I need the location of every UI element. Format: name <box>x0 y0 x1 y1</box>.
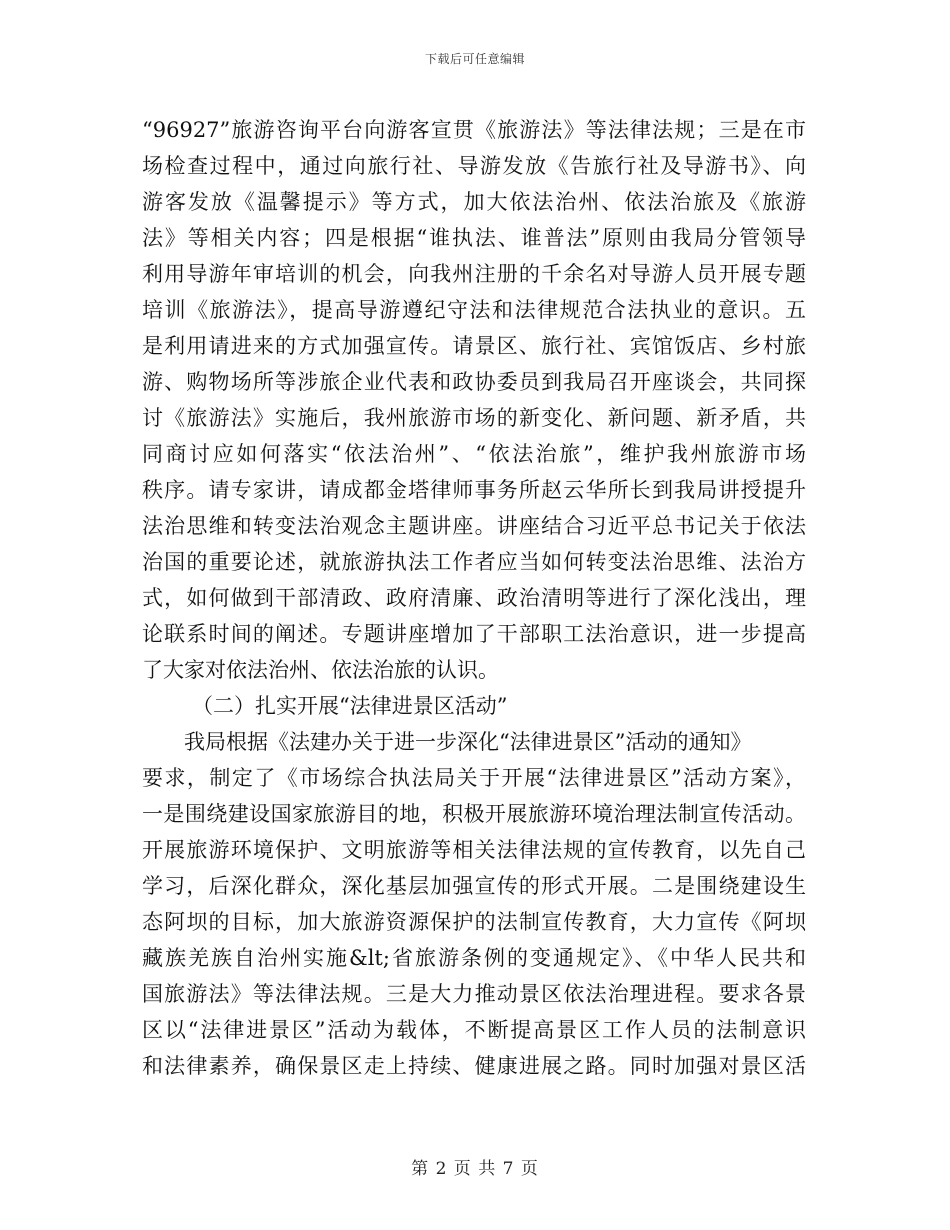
text-line: 我局根据《法建办关于进一步深化“法律进景区”活动的通知》 <box>184 730 752 754</box>
text-line: 利用导游年审培训的机会，向我州注册的千余名对导游人员开展专题 <box>142 262 806 286</box>
text-line: 讨《旅游法》实施后，我州旅游市场的新变化、新问题、新矛盾，共 <box>142 406 806 430</box>
text-line: “96927”旅游咨询平台向游客宣贯《旅游法》等法律法规；三是在市 <box>142 118 806 142</box>
section-heading: （二）扎实开展“法律进景区活动” <box>192 694 508 718</box>
text-line: 游、购物场所等涉旅企业代表和政协委员到我局召开座谈会，共同探 <box>142 370 806 394</box>
page-header: 下载后可任意编辑 <box>424 52 525 66</box>
text-line: 法》等相关内容；四是根据“谁执法、谁普法”原则由我局分管领导 <box>142 226 806 250</box>
text-line: 开展旅游环境保护、文明旅游等相关法律法规的宣传教育，以先自己 <box>142 838 806 862</box>
text-line: 态阿坝的目标，加大旅游资源保护的法制宣传教育，大力宣传《阿坝 <box>142 910 806 934</box>
text-line: 场检查过程中，通过向旅行社、导游发放《告旅行社及导游书》、向 <box>142 154 806 178</box>
text-line: 是利用请进来的方式加强宣传。请景区、旅行社、宾馆饭店、乡村旅 <box>142 334 806 358</box>
text-line: 论联系时间的阐述。专题讲座增加了干部职工法治意识，进一步提高 <box>142 622 806 646</box>
text-line: 秩序。请专家讲，请成都金塔律师事务所赵云华所长到我局讲授提升 <box>142 478 806 502</box>
text-line: 了大家对依法治州、依法治旅的认识。 <box>142 658 499 682</box>
text-line: 式，如何做到干部清政、政府清廉、政治清明等进行了深化浅出，理 <box>142 586 806 610</box>
text-line: 国旅游法》等法律法规。三是大力推动景区依法治理进程。要求各景 <box>142 982 806 1006</box>
text-line: 藏族羌族自治州实施&lt;省旅游条例的变通规定》、《中华人民共和 <box>142 946 806 970</box>
body-text <box>142 112 806 1084</box>
text-line: 治国的重要论述，就旅游执法工作者应当如何转变法治思维、法治方 <box>142 550 806 574</box>
page-number: 第 2 页 共 7 页 <box>411 1159 539 1179</box>
text-line: 培训《旅游法》，提高导游遵纪守法和法律规范合法执业的意识。五 <box>142 298 806 322</box>
text-line: 一是围绕建设国家旅游目的地，积极开展旅游环境治理法制宣传活动。 <box>142 802 806 826</box>
text-line: 法治思维和转变法治观念主题讲座。讲座结合习近平总书记关于依法 <box>142 514 806 538</box>
text-line: 学习，后深化群众，深化基层加强宣传的形式开展。二是围绕建设生 <box>142 874 806 898</box>
text-line: 和法律素养，确保景区走上持续、健康进展之路。同时加强对景区活 <box>142 1054 806 1078</box>
text-line: 要求，制定了《市场综合执法局关于开展“法律进景区”活动方案》， <box>142 766 806 790</box>
text-line: 区以“法律进景区”活动为载体，不断提高景区工作人员的法制意识 <box>142 1018 806 1042</box>
text-line: 游客发放《温馨提示》等方式，加大依法治州、依法治旅及《旅游 <box>142 190 806 214</box>
text-line: 同商讨应如何落实“依法治州”、“依法治旅”，维护我州旅游市场 <box>142 442 806 466</box>
